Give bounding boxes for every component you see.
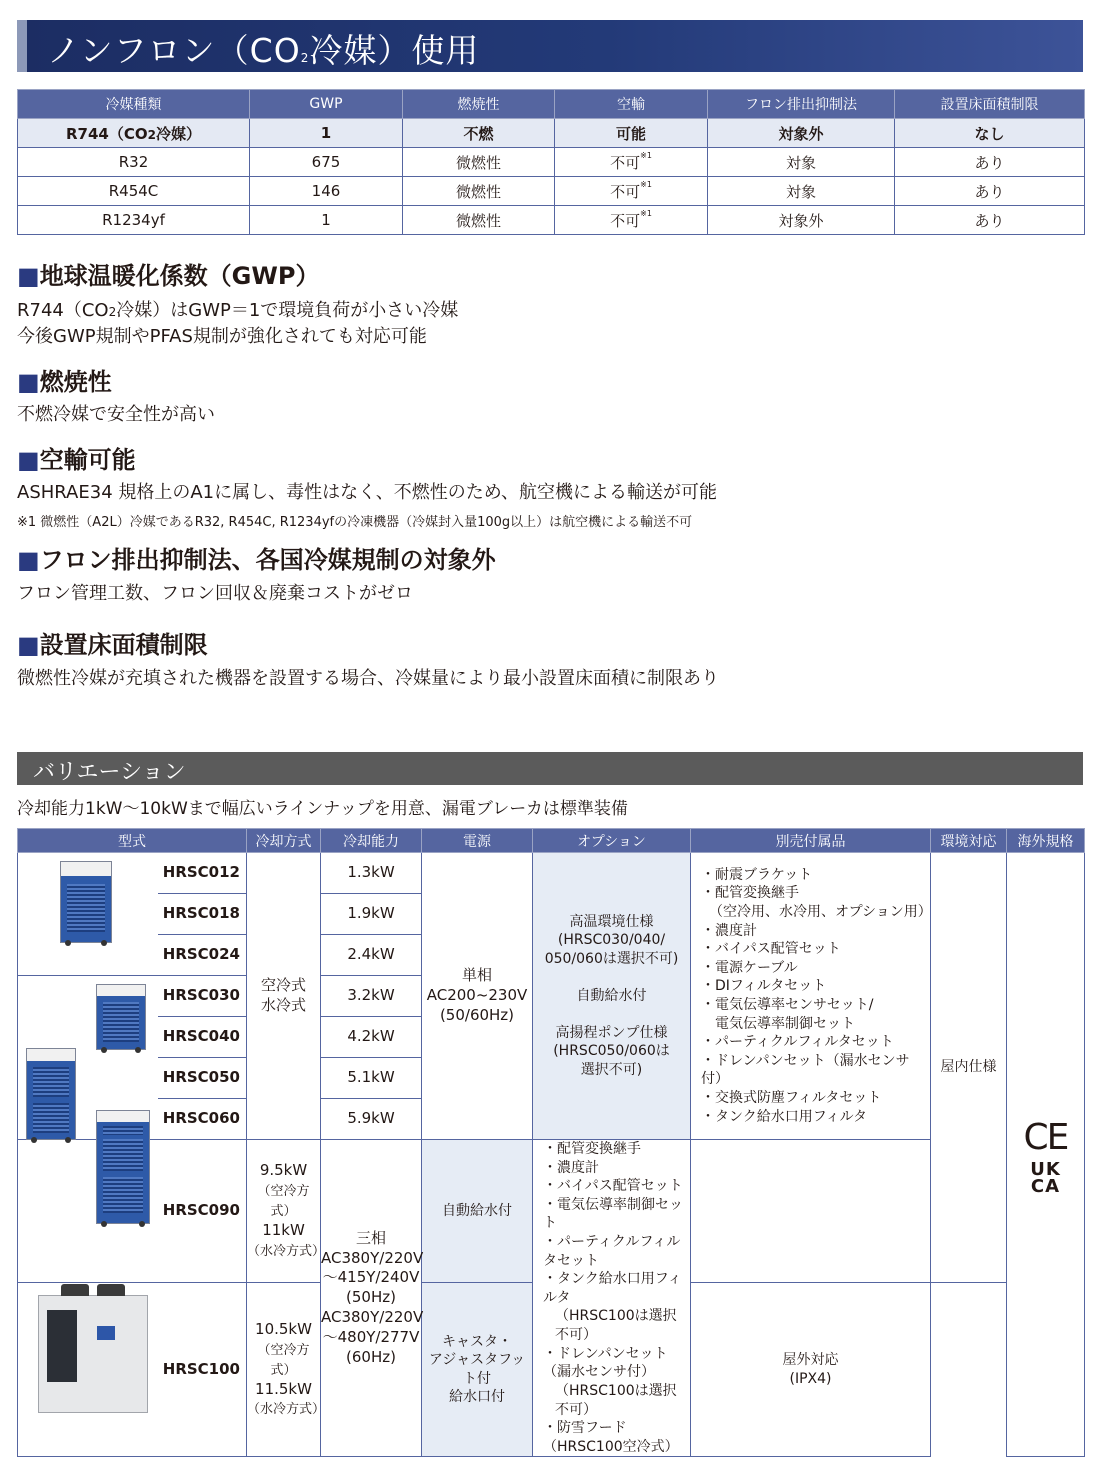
section-heading-air: ■空輸可能 (17, 446, 136, 474)
model-name: HRSC100 (158, 1282, 247, 1456)
refrigerant-name: R32 (18, 148, 250, 177)
product-image-medium (18, 976, 158, 1140)
section-text: 今後GWP規制やPFAS規制が強化されても対応可能 (17, 326, 427, 347)
column-header: 海外規格 (1007, 829, 1085, 853)
refrigerant-table (17, 89, 1085, 235)
product-image-small (18, 853, 158, 976)
table-row (18, 148, 1085, 177)
cooling-method: 空冷式 水冷式 (247, 853, 321, 1140)
column-header: GWP (250, 90, 403, 119)
environment-indoor: 屋内仕様 (931, 853, 1007, 1283)
column-header: 環境対応 (931, 829, 1007, 853)
model-name: HRSC050 (158, 1058, 247, 1099)
gwp-value: 675 (250, 148, 403, 177)
refrigerant-name: R744（CO2冷媒） (18, 119, 250, 148)
capacity-value: 1.3kW (321, 853, 422, 894)
accessories-group-b: ・配管変換継手 ・濃度計 ・バイパス配管セット ・電気伝導率制御セット ・パーティクルフィルタセット ・タンク給水口用フィルタ （HRSC100は選択不可） ・ドレンパンセット（漏水センサ付） （HRSC100は選択不可） ・防雪フード（HRSC100空冷式） (533, 1140, 691, 1457)
column-header: 型式 (18, 829, 247, 853)
footnote: ※1 微燃性（A2L）冷媒であるR32, R454C, R1234yfの冷凍機器（冷媒封入量100g以上）は航空機による輸送不可 (17, 515, 693, 530)
capacity-value: 10.5kW （空冷方式） 11.5kW （水冷方式） (247, 1282, 321, 1456)
floor-limit-value: あり (895, 148, 1085, 177)
floor-limit-value: あり (895, 177, 1085, 206)
options-group-b: 自動給水付 (422, 1140, 533, 1283)
column-header: 冷却能力 (321, 829, 422, 853)
column-header: 冷媒種類 (18, 90, 250, 119)
environment-outdoor: 屋外対応 (IPX4) (691, 1282, 931, 1456)
capacity-value: 9.5kW （空冷方式） 11kW （水冷方式） (247, 1140, 321, 1283)
law-value: 対象 (708, 177, 895, 206)
column-header: 電源 (422, 829, 533, 853)
flammability-value: 不燃 (403, 119, 555, 148)
column-header: 別売付属品 (691, 829, 931, 853)
model-name: HRSC090 (158, 1140, 247, 1283)
air-transport-value: 不可$^{※1}$ (555, 177, 708, 206)
law-value: 対象外 (708, 119, 895, 148)
table-row (18, 853, 1085, 894)
power-single-phase: 単相 AC200~230V (50/60Hz) (422, 853, 533, 1140)
variation-lead: 冷却能力1kW～10kWまで幅広いラインナップを用意、漏電ブレーカは標準装備 (17, 799, 628, 819)
table-row (18, 1140, 1085, 1283)
air-transport-value: 不可$^{※1}$ (555, 206, 708, 235)
capacity-value: 4.2kW (321, 1017, 422, 1058)
section-text: 微燃性冷媒が充填された機器を設置する場合、冷媒量により最小設置床面積に制限あり (17, 668, 719, 689)
floor-limit-value: なし (895, 119, 1085, 148)
section-heading-floor: ■設置床面積制限 (17, 631, 208, 659)
options-group-a: 高温環境仕様 (HRSC030/040/ 050/060は選択不可) 自動給水付 高揚程ポンプ仕様 (HRSC050/060は 選択不可) (533, 853, 691, 1140)
table-header-row (18, 829, 1085, 853)
product-image-outdoor (18, 1282, 158, 1456)
table-row (18, 206, 1085, 235)
section-text: 不燃冷媒で安全性が高い (17, 404, 215, 425)
column-header: フロン排出抑制法 (708, 90, 895, 119)
refrigerant-name: R454C (18, 177, 250, 206)
column-header: 冷却方式 (247, 829, 321, 853)
law-value: 対象外 (708, 206, 895, 235)
page-title: ノンフロン（CO2冷媒）使用 (47, 31, 480, 70)
model-name: HRSC018 (158, 894, 247, 935)
model-name: HRSC060 (158, 1099, 247, 1140)
options-group-c: キャスタ・ アジャスタフット付 給水口付 (422, 1282, 533, 1456)
table-header-row (18, 90, 1085, 119)
capacity-value: 5.9kW (321, 1099, 422, 1140)
table-row (18, 119, 1085, 148)
floor-limit-value: あり (895, 206, 1085, 235)
section-text: フロン管理工数、フロン回収＆廃棄コストがゼロ (17, 583, 413, 604)
gwp-value: 1 (250, 206, 403, 235)
overseas-standards (1007, 853, 1085, 1457)
capacity-value: 5.1kW (321, 1058, 422, 1099)
title-banner (17, 20, 1083, 72)
column-header: 設置床面積制限 (895, 90, 1085, 119)
section-text: ASHRAE34 規格上のA1に属し、毒性はなく、不燃性のため、航空機による輸送が可能 (17, 482, 718, 503)
capacity-value: 3.2kW (321, 976, 422, 1017)
variation-banner (17, 752, 1083, 785)
variation-title: バリエーション (33, 760, 186, 785)
section-heading-law: ■フロン排出抑制法、各国冷媒規制の対象外 (17, 546, 496, 574)
section-heading-flammability: ■燃焼性 (17, 368, 112, 396)
table-row (18, 177, 1085, 206)
section-text: R744（CO2冷媒）はGWP＝1で環境負荷が小さい冷媒 (17, 300, 459, 321)
gwp-value: 146 (250, 177, 403, 206)
ukca-mark-icon: UK CA (1030, 1159, 1061, 1198)
air-transport-value: 可能 (555, 119, 708, 148)
model-name: HRSC030 (158, 976, 247, 1017)
air-transport-value: 不可$^{※1}$ (555, 148, 708, 177)
capacity-value: 1.9kW (321, 894, 422, 935)
model-name: HRSC040 (158, 1017, 247, 1058)
product-image-large (18, 1140, 158, 1283)
refrigerant-name: R1234yf (18, 206, 250, 235)
flammability-value: 微燃性 (403, 206, 555, 235)
section-heading-gwp: ■地球温暖化係数（GWP） (17, 262, 320, 290)
flammability-value: 微燃性 (403, 177, 555, 206)
model-name: HRSC024 (158, 935, 247, 976)
column-header: オプション (533, 829, 691, 853)
variation-table (17, 828, 1085, 1457)
power-three-phase: 三相 AC380Y/220V ～415Y/240V (50Hz) AC380Y/220V ～480Y/277V (60Hz) (321, 1140, 422, 1457)
ce-mark-icon: CE (1023, 1116, 1068, 1158)
column-header: 燃焼性 (403, 90, 555, 119)
gwp-value: 1 (250, 119, 403, 148)
accessories-group-a: ・耐震ブラケット ・配管変換継手 （空冷用、水冷用、オプション用） ・濃度計 ・バイパス配管セット ・電源ケーブル ・DIフィルタセット ・電気伝導率センサセット/ 電気伝導率制御セット ・パーティクルフィルタセット ・ドレンパンセット（漏水センサ付） ・交換式防塵フィルタセット ・タンク給水口用フィルタ (691, 853, 931, 1140)
column-header: 空輸 (555, 90, 708, 119)
law-value: 対象 (708, 148, 895, 177)
model-name: HRSC012 (158, 853, 247, 894)
capacity-value: 2.4kW (321, 935, 422, 976)
flammability-value: 微燃性 (403, 148, 555, 177)
